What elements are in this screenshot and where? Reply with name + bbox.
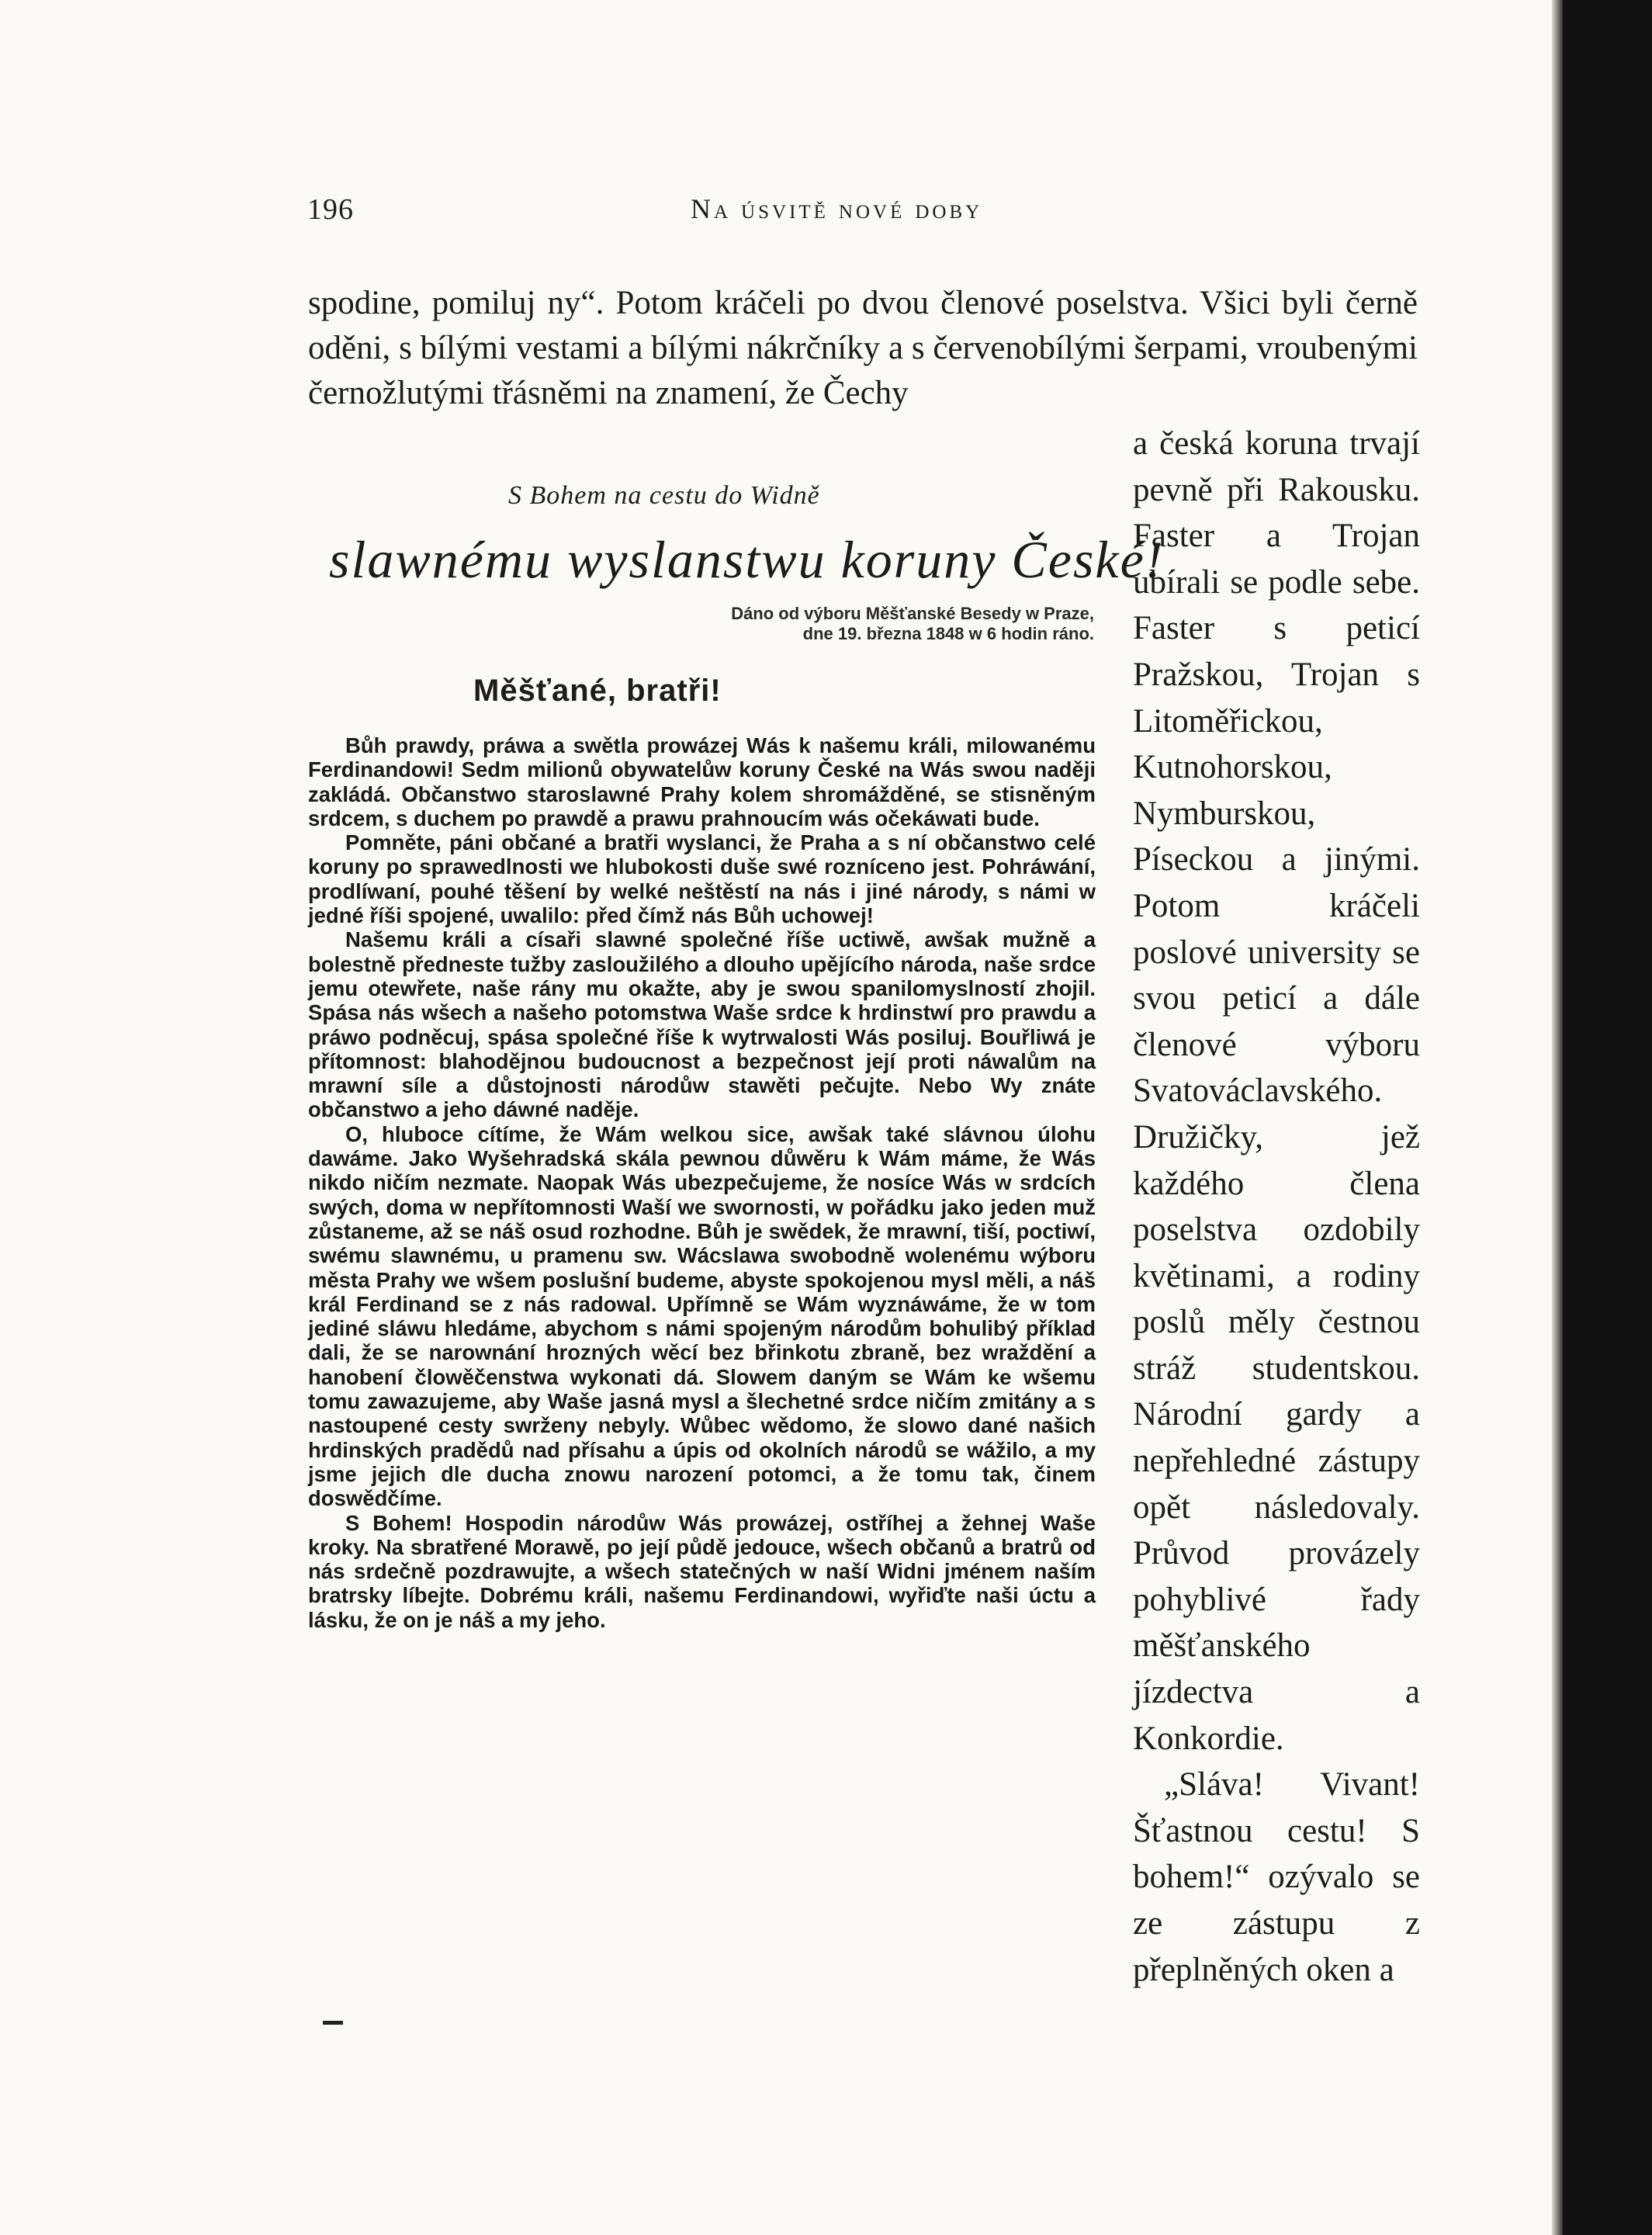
side-paragraph-2: „Sláva! Vivant! Šťastnou cestu! S bohem!“ ozývalo se ze zástupu z přeplněných oken a (1133, 1766, 1420, 1988)
proclamation-issued (605, 604, 1094, 644)
proclamation-title: slawnému wyslanstwu koruny České! (329, 530, 1165, 589)
side-paragraph-1: a česká koruna trvají pevně při Rakousku. Faster a Trojan ubírali se podle sebe. Faster s peticí Pražskou, Trojan s Litoměřickou, Kutnohorskou, Nymburskou, Píseckou a jinými. Potom kráčeli poslové university se svou peticí a dále členové výboru Svatováclavského. Družičky, jež každého člena poselstva ozdobily květinami, a rodiny poslů měly čestnou stráž studentskou. Národní gardy a nepřehledné zástupy opět následovaly. Průvod provázely pohyblivé řady měšťanského jízdectva a Konkordie. (1133, 425, 1420, 1757)
proclamation-body (308, 733, 1096, 1632)
proclamation-paragraph: O, hluboce cítíme, že Wám welkou sice, awšak také slávnou úlohu dawáme. Jako Wyšehradská skála pewnou důwěru k Wám máme, že Wás nikdo ničím nezmate. Naopak Wás ubezpečujeme, že nosíce Wás w srdcích swých, doma w nepřítomnosti Waší we swornosti, w pořádku jako jeden muž zůstaneme, až se náš osud rozhodne. Bůh je swědek, že mrawní, tiší, poctiwí, swému slawnému, u pramenu sw. Wácslawa swobodně wolenému wýboru města Prahy we wšem poslušní budeme, abyste spokojenou mysl měli, a náš král Ferdinand se z nás radowal. Upřímně se Wám wyznáwáme, že w tom jediné sláwu hledáme, abychom s námi spojeným národům bohulibý příklad dali, že se narownání hrozných wěcí bez břinkotu zbraně, bez wraždění a hanobení člowěčenstwa wykonati dá. Slowem daným se Wám ke wšemu tomu zawazujeme, aby Waše jasná mysl a šlechetné srdce ničím zmitány a s nastoupené cesty swrženy nebyly. Wůbec wědomo, že slowo dané našich hrdinských pradědů nad přísahu a úpis od okolních národů se wážilo, a my jsme jejich dle ducha znowu narození potomci, a že tomu tak, činem doswědčíme. (308, 1121, 1096, 1511)
proclamation-paragraph: Bůh prawdy, práwa a swětla prowázej Wás k našemu králi, milowanému Ferdinandowi! Sedm milionů obywatelůw koruny České na Wás swou naději zakládá. Občanstwo staroslawné Prahy kolem shromážděné, se stisněným srdcem, s duchem po prawdě a prawu prahnoucím wás očekáwati bude. (308, 733, 1096, 830)
lead-paragraph: spodine, pomiluj ny“. Potom kráčeli po dvou členové poselstva. Všici byli černě oděni, s bílými vestami a bílými nákrčníky a s červenobílými šerpami, vroubenými černožlutými třásněmi na znamení, že Čechy (308, 285, 1418, 411)
proclamation-paragraph: Našemu králi a císaři slawné společné říše uctiwě, awšak mužně a bolestně předneste tužby zasloužilého a dlouho upějícího národa, naše srdce jemu otewřete, naše rány mu okažte, aby je swou spanilomyslností zhojil. Spása nás wšech a našeho potomstwa Waše srdce k hrdinstwí pro prawdu a práwo podněcuj, spása společné říše k wytrwalosti Wás posiluj. Bouřliwá je přítomnost: blahodějnou budoucnost a bezpečnost její proti náwalům na mrawní síle a důstojnosti národůw stawěti pečujte. Nebo Wy znáte občanstwo a jeho dáwné naděje. (308, 927, 1096, 1122)
issued-line-1: Dáno od výboru Měšťanské Besedy w Praze, (731, 604, 1094, 623)
proclamation-paragraph: S Bohem! Hospodin národůw Wás prowázej, ostříhej a žehnej Waše kroky. Na sbratřené Morawě, po její půdě jedouce, wšech občanů a bratrů od nás srdečně pozdrawujte, a wšech statečných w naší Widni jménem naším bratrsky líbejte. Dobrému králi, našemu Ferdinandowi, wyřiďte naši úctu a lásku, že on je náš a my jeho. (308, 1510, 1096, 1632)
proclamation-paragraph: Pomněte, páni občané a bratři wyslanci, že Praha a s ní občanstwo celé koruny po sprawedlnosti we hlubokosti duše swé rozníceno jest. Pohráwání, prodlíwaní, pouhé těšení by welké neštěstí na nás i jiné národy, s námi w jedné říši spojené, uwalilo: před čímž nás Bůh uchowej! (308, 830, 1096, 928)
page-number: 196 (307, 193, 354, 226)
print-mark (323, 2021, 343, 2025)
issued-line-2: dne 19. března 1848 w 6 hodin ráno. (802, 624, 1094, 643)
scan-edge (1552, 0, 1652, 2235)
proclamation-address: Měšťané, bratři! (473, 674, 722, 708)
running-title: Na úsvitě nové doby (691, 193, 983, 224)
proclamation-subtitle: S Bohem na cestu do Widně (508, 481, 820, 510)
side-column-text (1133, 421, 1420, 1993)
